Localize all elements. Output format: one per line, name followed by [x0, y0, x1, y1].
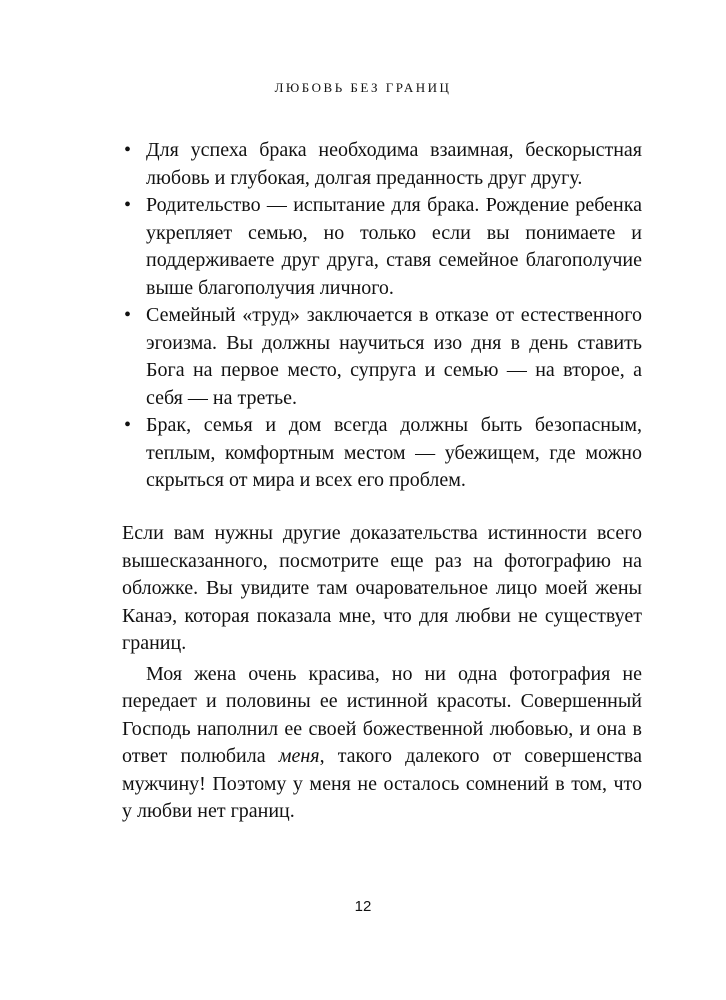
bullet-text: Для успеха брака необходима взаимная, бескорыстная любовь и глубокая, долгая преданность друг другу. [146, 139, 642, 189]
paragraph-2 [122, 661, 642, 826]
bullet-icon: • [124, 414, 132, 436]
bullet-icon: • [124, 139, 132, 161]
bullet-text: Родительство — испытание для брака. Рождение ребенка укрепляет семью, но только если вы понимаете и поддерживаете друг друга, ставя семейное благополучие выше благополучия личного. [146, 194, 642, 299]
bullet-item [122, 137, 642, 192]
bullet-text: Семейный «труд» заключается в отказе от естественного эгоизма. Вы должны научиться изо дня в день ставить Бога на первое место, супруга и семью — на второе, а себя — на третье. [146, 304, 642, 409]
paragraph-2-start: Моя жена очень красива, но ни одна фотография не передает и половины ее истинной красоты. Совершенный Господь наполнил ее своей божественной любовью, и она в ответ полюбила [122, 662, 642, 767]
bullet-icon: • [124, 304, 132, 326]
page-number: 12 [354, 898, 372, 915]
bullet-item [122, 192, 642, 302]
bullet-list [122, 137, 642, 495]
paragraph-1: Если вам нужны другие доказательства истинности всего вышесказанного, посмотрите еще раз на фотографию на обложке. Вы увидите там очаровательное лицо моей жены Канаэ, которая показала мне, что для любви не существует границ. [122, 522, 642, 654]
body-text [122, 520, 642, 826]
bullet-icon: • [124, 194, 132, 216]
bullet-text: Брак, семья и дом всегда должны быть безопасным, теплым, комфортным местом — убежищем, где можно скрыться от мира и всех его проблем. [146, 414, 642, 491]
bullet-item [122, 302, 642, 412]
paragraph-2-emphasis: меня [278, 745, 320, 767]
running-head-title: ЛЮБОВЬ БЕЗ ГРАНИЦ [274, 80, 452, 95]
paragraph-2-end: , такого далекого от совершенства мужчину! Поэтому у меня не осталось сомнений в том, что у любви нет границ. [122, 745, 642, 822]
bullet-item [122, 412, 642, 495]
